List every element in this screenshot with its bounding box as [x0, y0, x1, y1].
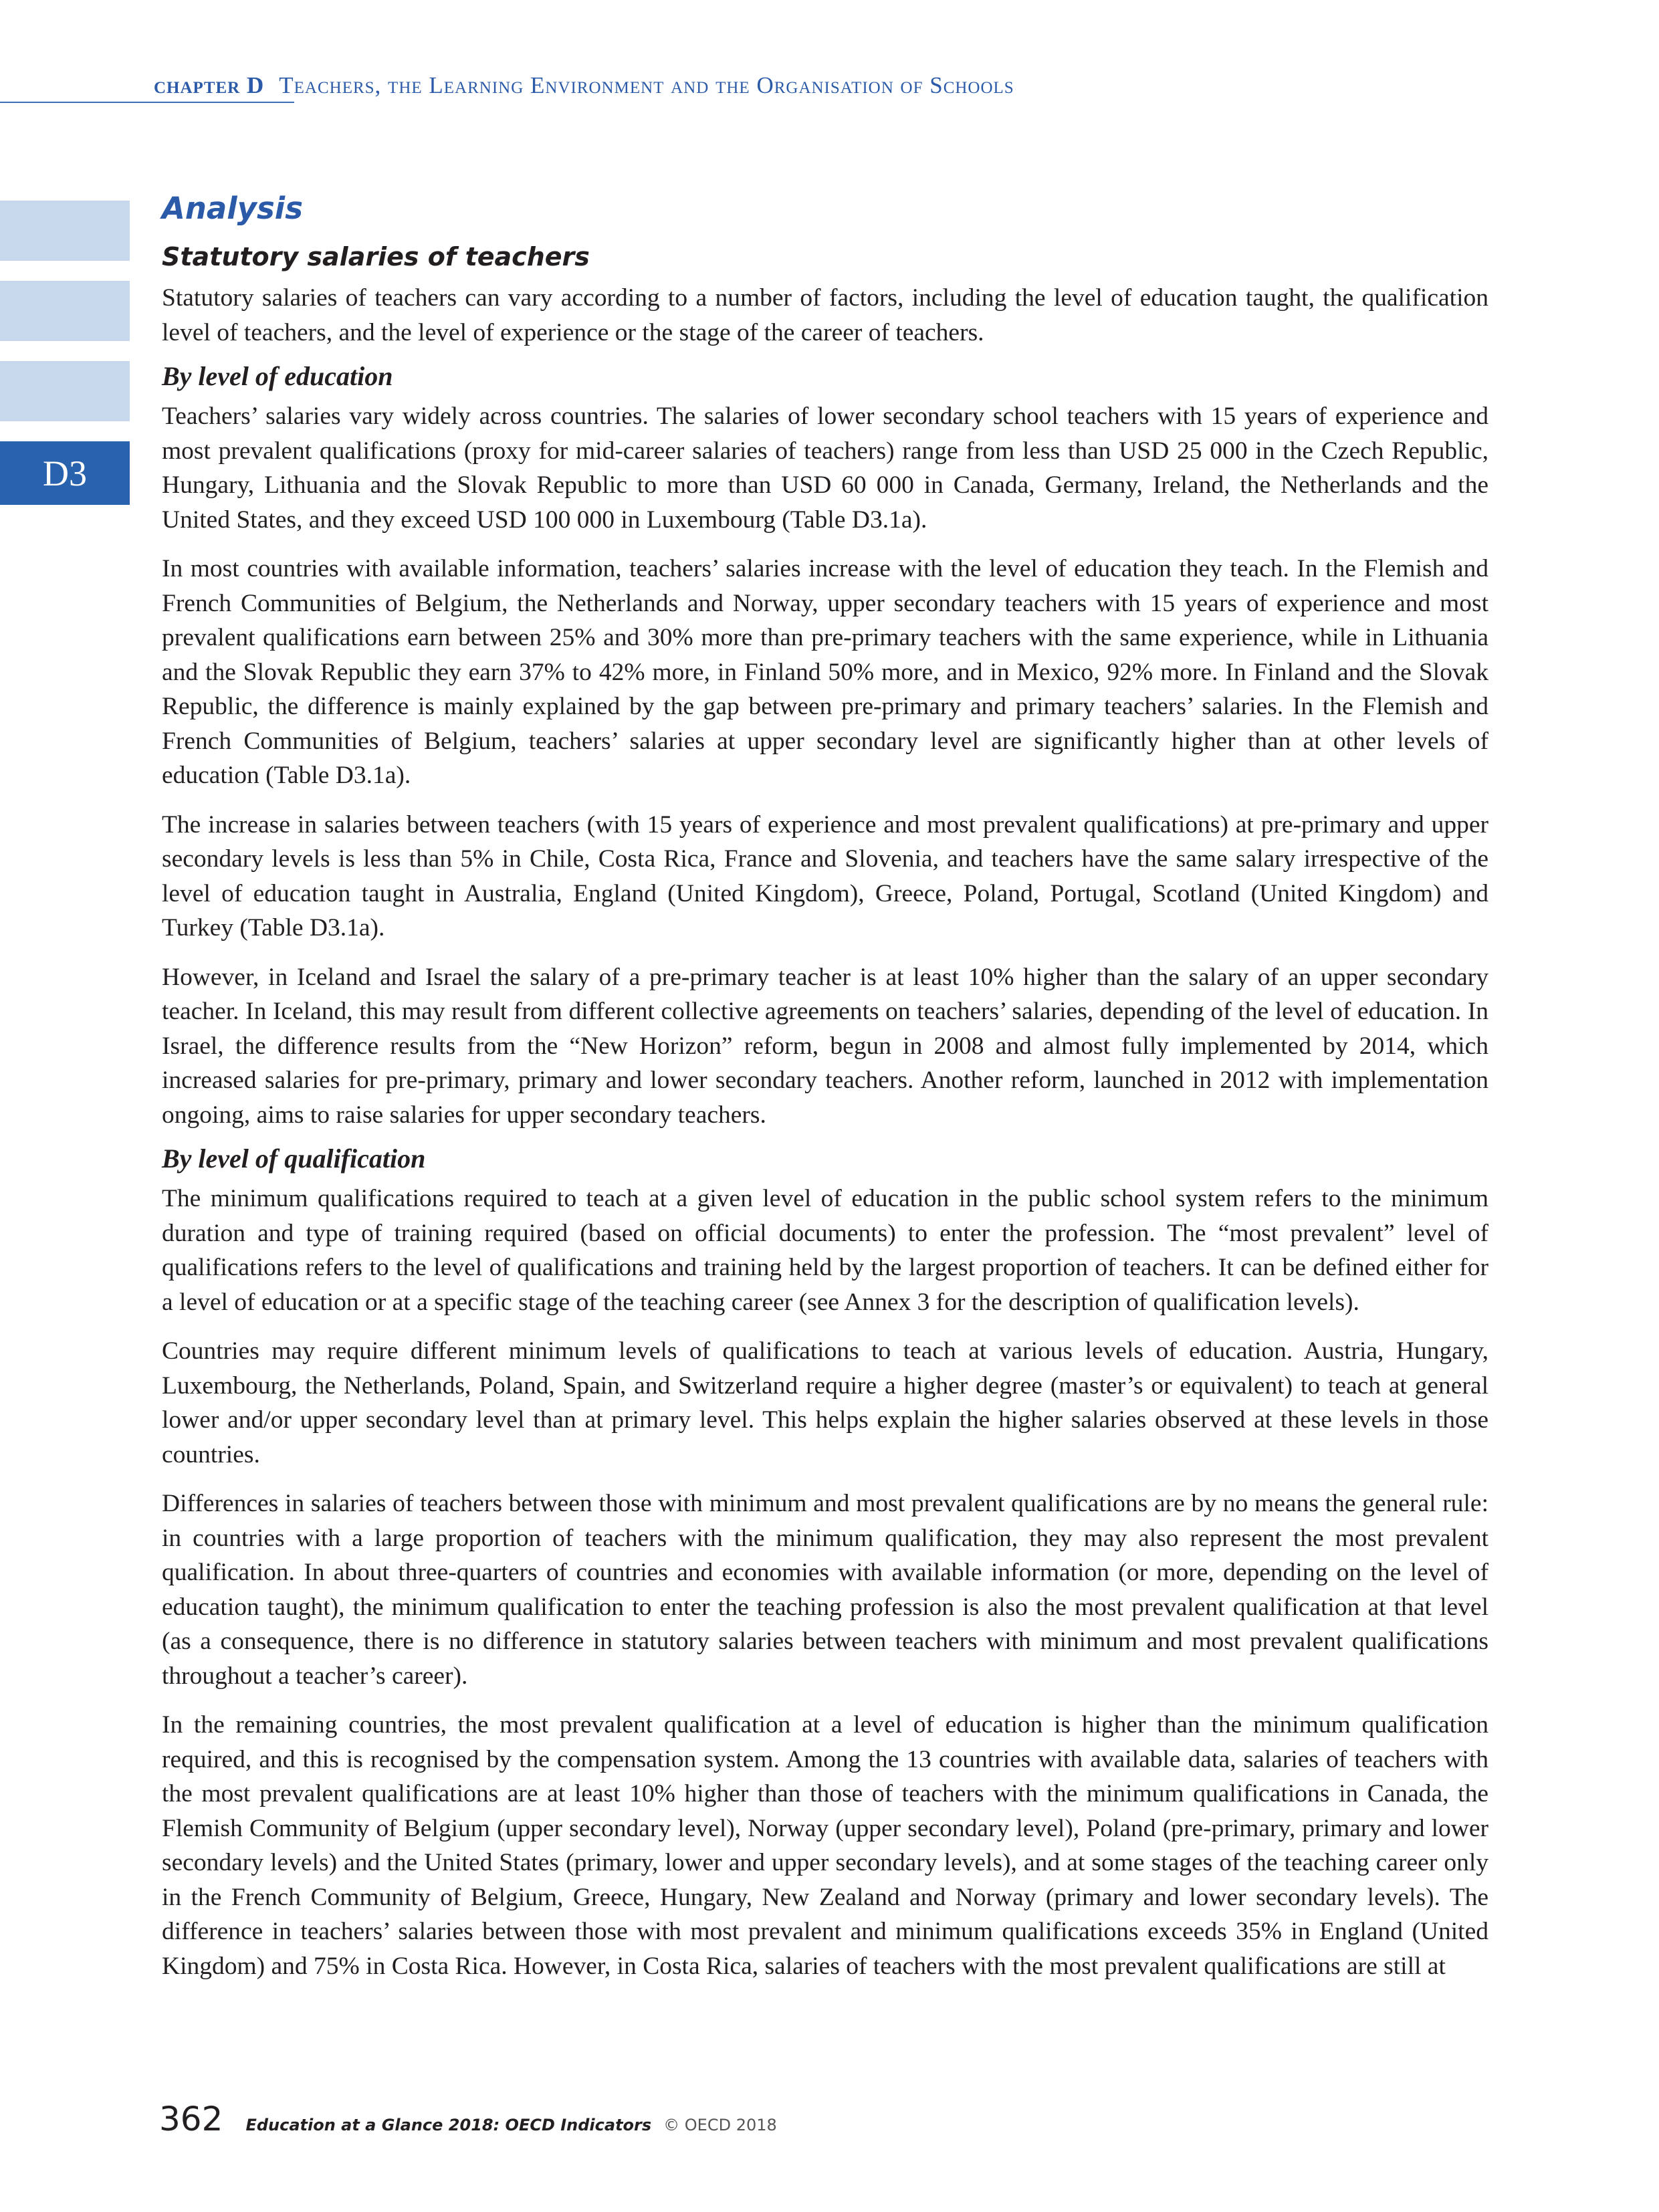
subheading-qualification: By level of qualification	[162, 1143, 426, 1174]
chapter-label: chapter D	[154, 72, 265, 98]
paragraph: Teachers’ salaries vary widely across countries. The salaries of lower secondary school teachers with 15 years of experience and most prevalent qualifications (proxy for mid-career salaries of teachers) range from less than USD 25 000 in the Czech Republic, Hungary, Lithuania and the Slovak Republic to more than USD 60 000 in Canada, Germany, Ireland, the Netherlands and the United States, and they exceed USD 100 000 in Luxembourg (Table D3.1a).	[162, 403, 1488, 534]
paragraph: Countries may require different minimum levels of qualifications to teach at various levels of education. Austria, Hungary, Luxembourg, the Netherlands, Poland, Spain, and Switzerland require a higher degree (master’s or equivalent) to teach at general lower and/or upper secondary level than at primary level. This helps explain the higher salaries observed at these levels in those countries.	[162, 1337, 1488, 1468]
chapter-title: Teachers, the Learning Environment and the Organisation of Schools	[279, 72, 1014, 98]
publication-title: Education at a Glance 2018: OECD Indicators	[245, 2116, 652, 2134]
copyright: © OECD 2018	[663, 2116, 777, 2134]
paragraph: However, in Iceland and Israel the salary of a pre-primary teacher is at least 10% higher than the salary of an upper secondary teacher. In Iceland, this may result from different collective agreements on teachers’ salaries, depending of the level of education. In Israel, the difference results from the “New Horizon” reform, begun in 2008 and almost fully implemented by 2014, which increased salaries for pre-primary, primary and lower secondary teachers. Another reform, launched in 2012 with implementation ongoing, aims to raise salaries for upper secondary teachers.	[162, 963, 1488, 1129]
paragraph: Differences in salaries of teachers between those with minimum and most prevalent qualifications are by no means the general rule: in countries with a large proportion of teachers with the minimum qualification, they may also represent the most prevalent qualification. In about three-quarters of countries and economies with available information (or more, depending on the level of education taught), the minimum qualification to enter the teaching profession is also the most prevalent qualification at that level (as a consequence, there is no difference in statutory salaries between teachers with minimum and most prevalent qualifications throughout a teacher’s career).	[162, 1490, 1488, 1690]
paragraph: In most countries with available information, teachers’ salaries increase with the level of education they teach. In the Flemish and French Communities of Belgium, the Netherlands and Norway, upper secondary teachers with 15 years of experience and most prevalent qualifications earn between 25% and 30% more than pre-primary teachers with the same experience, while in Lithuania and the Slovak Republic they earn 37% to 42% more, in Finland 50% more, and in Mexico, 92% more. In Finland and the Slovak Republic, the difference is mainly explained by the gap between pre-primary and primary teachers’ salaries. In the Flemish and French Communities of Belgium, teachers’ salaries at upper secondary level are significantly higher than at other levels of education (Table D3.1a).	[162, 555, 1488, 789]
section-title: Analysis	[162, 191, 303, 226]
side-tab-current-indicator: D3	[0, 441, 130, 505]
paragraph: The minimum qualifications required to teach at a given level of education in the public school system refers to the minimum duration and type of training required (based on official documents) to enter the profession. The “most prevalent” level of qualifications refers to the level of qualifications and training held by the largest proportion of teachers. It can be defined either for a level of education or at a specific stage of the teaching career (see Annex 3 for the description of qualification levels).	[162, 1185, 1488, 1316]
side-tab-decor	[0, 361, 130, 421]
side-tab-decor	[0, 201, 130, 261]
main-content	[162, 191, 1488, 1998]
page-footer	[159, 2100, 777, 2138]
subheading-education: By level of education	[162, 361, 393, 391]
paragraph: In the remaining countries, the most prevalent qualification at a level of education is higher than the minimum qualification required, and this is recognised by the compensation system. Among the 13 countries with available data, salaries of teachers with the most prevalent qualifications are at least 10% higher than those of teachers with the minimum qualifications in Canada, the Flemish Community of Belgium (upper secondary level), Norway (upper secondary level), Poland (pre-primary, primary and lower secondary levels) and the United States (primary, lower and upper secondary levels), and at some stages of the teaching career only in the French Community of Belgium, Greece, Hungary, New Zealand and Norway (primary and lower secondary levels). The difference in teachers’ salaries between those with most prevalent and minimum qualifications exceeds 35% in England (United Kingdom) and 75% in Costa Rica. However, in Costa Rica, salaries of teachers with the most prevalent qualifications are still at	[162, 1711, 1488, 1980]
header-rule	[0, 102, 294, 103]
page-number: 362	[159, 2100, 223, 2138]
subsection-title: Statutory salaries of teachers	[162, 242, 590, 271]
side-tab-decor	[0, 281, 130, 341]
intro-paragraph: Statutory salaries of teachers can vary according to a number of factors, including the level of education taught, the qualification level of teachers, and the level of experience or the stage of the career of teachers.	[162, 284, 1488, 346]
paragraph: The increase in salaries between teachers (with 15 years of experience and most prevalent qualifications) at pre-primary and upper secondary levels is less than 5% in Chile, Costa Rica, France and Slovenia, and teachers have the same salary irrespective of the level of education taught in Australia, England (United Kingdom), Greece, Poland, Portugal, Scotland (United Kingdom) and Turkey (Table D3.1a).	[162, 810, 1488, 942]
running-header	[154, 72, 1014, 99]
